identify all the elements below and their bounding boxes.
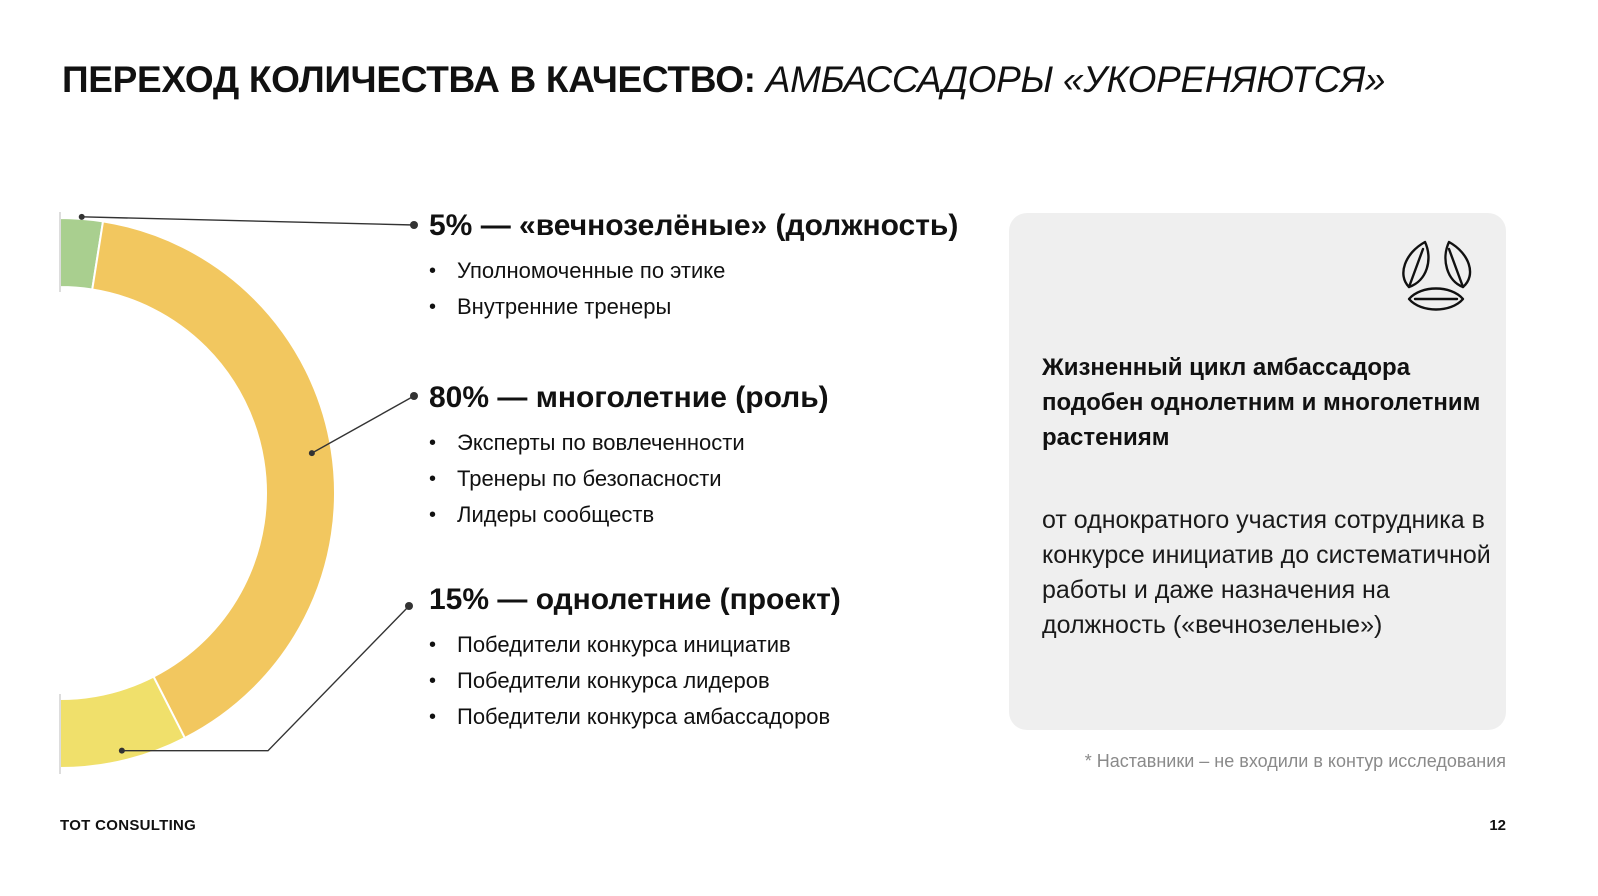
segment-group-annual xyxy=(429,583,841,735)
segment-item-list xyxy=(429,627,841,735)
segment-group-perennial xyxy=(429,381,829,533)
leaves-icon xyxy=(1397,237,1477,317)
segment-item-list xyxy=(429,253,958,325)
page-number: 12 xyxy=(1489,817,1506,834)
info-card xyxy=(1009,213,1506,730)
segment-item: • Победители конкурса инициатив xyxy=(429,627,841,663)
title-italic-part: АМБАССАДОРЫ «УКОРЕНЯЮТСЯ» xyxy=(765,59,1386,100)
leader-dot-annual xyxy=(119,748,125,754)
segment-item: • Лидеры сообществ xyxy=(429,497,829,533)
brand-logo-text: TOT CONSULTING xyxy=(60,817,197,834)
card-body: от однократного участия сотрудника в конкурсе инициатив до систематичной работы и даже назначения на должность («вечнозеленые») xyxy=(1042,506,1491,639)
segment-label: 5% — «вечнозелёные» (должность) xyxy=(429,209,959,242)
leader-end-dot-evergreen xyxy=(410,221,418,229)
segment-item: • Победители конкурса амбассадоров xyxy=(429,699,841,735)
segment-group-evergreen xyxy=(429,209,958,325)
leader-line-evergreen xyxy=(82,217,414,225)
segment-item: • Эксперты по вовлеченности xyxy=(429,425,829,461)
leader-end-dot-perennial xyxy=(410,392,418,400)
segment-item: • Уполномоченные по этике xyxy=(429,253,958,289)
segment-item: • Тренеры по безопасности xyxy=(429,461,829,497)
title-bold-part: ПЕРЕХОД КОЛИЧЕСТВА В КАЧЕСТВО: xyxy=(62,59,756,100)
leader-end-dot-annual xyxy=(405,602,413,610)
leader-dot-evergreen xyxy=(79,214,85,220)
segment-item: • Победители конкурса лидеров xyxy=(429,663,841,699)
segment-item: • Внутренние тренеры xyxy=(429,289,958,325)
card-heading: Жизненный цикл амбассадора подобен однолетним и многолетним растениям xyxy=(1042,354,1481,451)
footnote: * Наставники – не входили в контур исследования xyxy=(1084,751,1506,771)
leader-dot-perennial xyxy=(309,450,315,456)
pie-segment-perennial xyxy=(92,221,335,738)
segment-label: 15% — однолетние (проект) xyxy=(429,583,841,616)
segment-item-list xyxy=(429,425,829,533)
segment-label: 80% — многолетние (роль) xyxy=(429,381,829,414)
